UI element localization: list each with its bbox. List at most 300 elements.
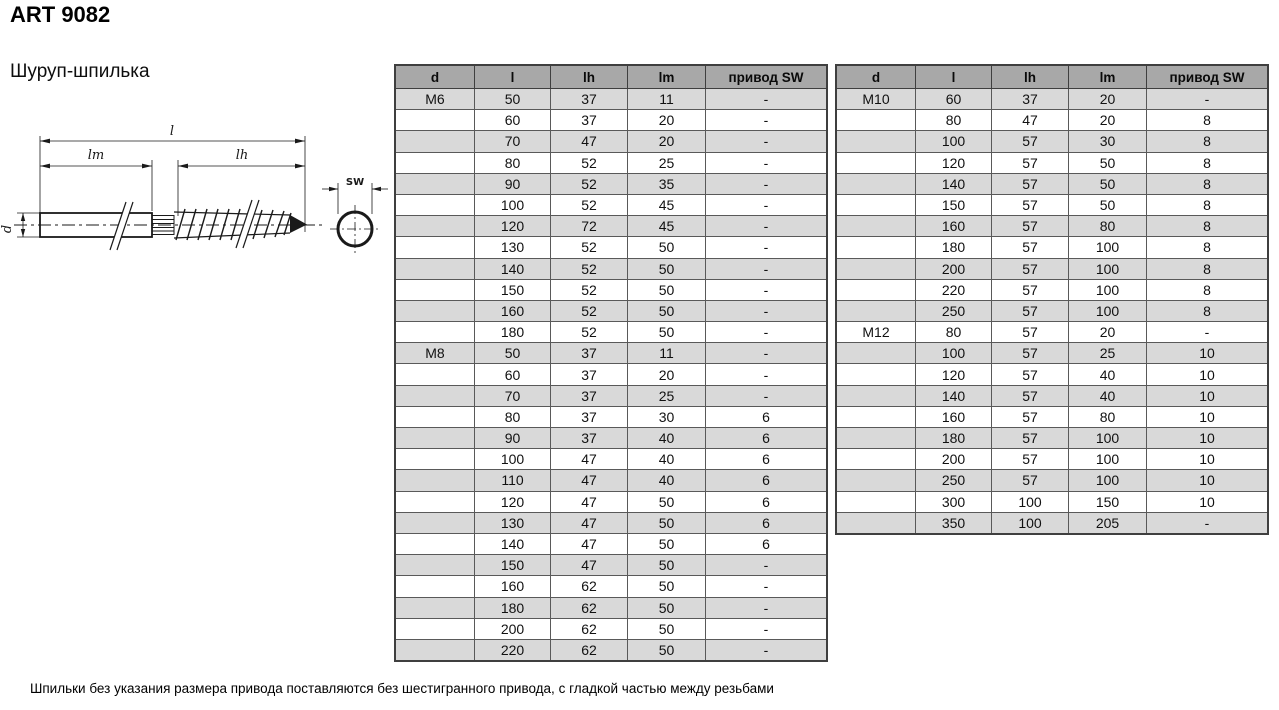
cell: 80 [1069, 406, 1147, 427]
table-row [836, 364, 1268, 385]
cell [836, 194, 916, 215]
cell: - [706, 343, 828, 364]
column-header: l [475, 65, 551, 89]
cell: 8 [1147, 110, 1269, 131]
cell: 40 [1069, 364, 1147, 385]
cell [395, 618, 475, 639]
table-row [836, 89, 1268, 110]
technical-drawing [0, 92, 392, 274]
cell: 37 [551, 343, 628, 364]
cell: - [706, 152, 828, 173]
cell: 57 [992, 470, 1069, 491]
cell: 57 [992, 131, 1069, 152]
cell [395, 406, 475, 427]
cell: 50 [475, 343, 551, 364]
table-row [395, 512, 827, 533]
cell: 40 [628, 449, 706, 470]
cell: 37 [551, 110, 628, 131]
cell: 50 [475, 89, 551, 110]
cell: 35 [628, 173, 706, 194]
table-row [836, 406, 1268, 427]
table-row [395, 258, 827, 279]
cell: 150 [475, 555, 551, 576]
cell: 50 [1069, 152, 1147, 173]
table-row [395, 618, 827, 639]
cell: 57 [992, 173, 1069, 194]
cell: 160 [475, 300, 551, 321]
cell: 37 [551, 364, 628, 385]
cell: - [706, 300, 828, 321]
cell [836, 343, 916, 364]
cell: 62 [551, 597, 628, 618]
cell: 50 [628, 576, 706, 597]
column-header: привод SW [1147, 65, 1269, 89]
cell: 50 [628, 639, 706, 661]
cell: 57 [992, 279, 1069, 300]
cell [395, 385, 475, 406]
cell [836, 258, 916, 279]
cell: 47 [551, 512, 628, 533]
label-diameter: d [0, 224, 15, 234]
cell: 80 [475, 152, 551, 173]
cell: 70 [475, 385, 551, 406]
cell [395, 576, 475, 597]
cell: 11 [628, 343, 706, 364]
cell: 37 [551, 385, 628, 406]
cell: 57 [992, 237, 1069, 258]
cell: 10 [1147, 491, 1269, 512]
cell: 57 [992, 449, 1069, 470]
cell [395, 216, 475, 237]
cell: - [706, 364, 828, 385]
cell: 140 [475, 533, 551, 554]
column-header: d [395, 65, 475, 89]
cell: 50 [628, 300, 706, 321]
cell: 80 [475, 406, 551, 427]
cell: 8 [1147, 173, 1269, 194]
table-row [395, 364, 827, 385]
cell: 10 [1147, 343, 1269, 364]
cell: 6 [706, 533, 828, 554]
cell: 50 [628, 618, 706, 639]
table-row [395, 110, 827, 131]
cell: 47 [992, 110, 1069, 131]
header-row [395, 65, 827, 89]
cell: 200 [916, 258, 992, 279]
table-row [836, 491, 1268, 512]
cell [395, 279, 475, 300]
table-row [836, 194, 1268, 215]
cell: 8 [1147, 131, 1269, 152]
cell: 52 [551, 300, 628, 321]
cell: 100 [475, 449, 551, 470]
cell: 10 [1147, 385, 1269, 406]
cell: 10 [1147, 406, 1269, 427]
table-row [836, 322, 1268, 343]
cell: 62 [551, 639, 628, 661]
cell: 90 [475, 173, 551, 194]
cell: 57 [992, 385, 1069, 406]
cell: 10 [1147, 470, 1269, 491]
cell [836, 512, 916, 534]
cell: 350 [916, 512, 992, 534]
table-row [395, 131, 827, 152]
cell: 140 [916, 385, 992, 406]
cell: 52 [551, 152, 628, 173]
table-row [395, 597, 827, 618]
cell: 52 [551, 279, 628, 300]
table-row [836, 110, 1268, 131]
bolt-drawing [14, 136, 388, 253]
table-row [836, 216, 1268, 237]
cell: 10 [1147, 428, 1269, 449]
cell: 40 [628, 428, 706, 449]
table-row [395, 89, 827, 110]
cell: 37 [551, 89, 628, 110]
cell: 100 [916, 343, 992, 364]
cell: 57 [992, 428, 1069, 449]
cell: 100 [992, 512, 1069, 534]
cell: 180 [916, 428, 992, 449]
cell: 6 [706, 512, 828, 533]
cell [836, 470, 916, 491]
cell: 37 [551, 428, 628, 449]
screw-tip [290, 215, 307, 233]
cell: 200 [916, 449, 992, 470]
table-row [836, 449, 1268, 470]
cell: 30 [1069, 131, 1147, 152]
table-row [836, 300, 1268, 321]
table-row [836, 279, 1268, 300]
cell: 72 [551, 216, 628, 237]
table-row [836, 343, 1268, 364]
table-row [395, 194, 827, 215]
cell [395, 194, 475, 215]
page-title: ART 9082 [10, 2, 111, 27]
cell: 200 [475, 618, 551, 639]
cell: 57 [992, 343, 1069, 364]
cell: 47 [551, 555, 628, 576]
cell [836, 364, 916, 385]
table-row [836, 173, 1268, 194]
cell: - [706, 216, 828, 237]
footnote: Шпильки без указания размера привода поставляются без шестигранного привода, с гладкой частью между резьбами [30, 681, 774, 696]
cell: 20 [628, 131, 706, 152]
cell: 11 [628, 89, 706, 110]
cell: 20 [1069, 89, 1147, 110]
cell: 50 [1069, 194, 1147, 215]
cell: 57 [992, 258, 1069, 279]
cell [836, 491, 916, 512]
cell: 62 [551, 618, 628, 639]
table-row [395, 322, 827, 343]
dim-lh [178, 160, 305, 216]
cell [395, 110, 475, 131]
cell: 160 [916, 216, 992, 237]
cell: - [706, 576, 828, 597]
column-header: привод SW [706, 65, 828, 89]
cell: 57 [992, 300, 1069, 321]
table-row [395, 152, 827, 173]
cell: 140 [475, 258, 551, 279]
column-header: lh [992, 65, 1069, 89]
cell: 50 [628, 512, 706, 533]
cell: 20 [1069, 322, 1147, 343]
cell: 20 [628, 110, 706, 131]
column-header: lm [1069, 65, 1147, 89]
cell: 100 [475, 194, 551, 215]
cell [836, 173, 916, 194]
label-wood-thread-length: lh [235, 148, 249, 163]
cell: 50 [628, 597, 706, 618]
cell [836, 237, 916, 258]
cell: 52 [551, 237, 628, 258]
cell: 47 [551, 470, 628, 491]
cell: 60 [916, 89, 992, 110]
cell [395, 237, 475, 258]
dim-l [40, 136, 305, 232]
table-row [395, 639, 827, 661]
cell: - [706, 89, 828, 110]
table-row [836, 512, 1268, 534]
table-row [836, 385, 1268, 406]
cell: 50 [628, 533, 706, 554]
cell: - [706, 110, 828, 131]
cell: 110 [475, 470, 551, 491]
column-header: lm [628, 65, 706, 89]
table-row [395, 555, 827, 576]
cell: 47 [551, 533, 628, 554]
cell [395, 555, 475, 576]
cell [395, 131, 475, 152]
cell: 140 [916, 173, 992, 194]
cell [395, 491, 475, 512]
cell: - [706, 237, 828, 258]
cell [395, 428, 475, 449]
cell: - [706, 279, 828, 300]
cell: 52 [551, 173, 628, 194]
cell: 62 [551, 576, 628, 597]
cell: 6 [706, 406, 828, 427]
table-row [836, 237, 1268, 258]
cell [836, 216, 916, 237]
dimensions-table-m10-m12 [835, 64, 1269, 535]
cell: - [1147, 322, 1269, 343]
column-header: lh [551, 65, 628, 89]
cell: 8 [1147, 237, 1269, 258]
cell: 205 [1069, 512, 1147, 534]
cell: 120 [475, 216, 551, 237]
table-row [395, 343, 827, 364]
cell: 180 [916, 237, 992, 258]
cell: - [706, 131, 828, 152]
cell: - [706, 555, 828, 576]
cell: 180 [475, 597, 551, 618]
cell: M8 [395, 343, 475, 364]
label-metric-thread-length: lm [87, 148, 105, 163]
cell: 130 [475, 512, 551, 533]
cell: 50 [628, 491, 706, 512]
cell: 100 [1069, 470, 1147, 491]
cell: 160 [475, 576, 551, 597]
table-row [395, 449, 827, 470]
table-row [395, 385, 827, 406]
cell: 150 [1069, 491, 1147, 512]
cell [395, 597, 475, 618]
cell: 52 [551, 194, 628, 215]
cell: 40 [628, 470, 706, 491]
cell [395, 258, 475, 279]
cell: M6 [395, 89, 475, 110]
cell: 220 [475, 639, 551, 661]
cell: 57 [992, 406, 1069, 427]
cell: 8 [1147, 279, 1269, 300]
cell: 57 [992, 194, 1069, 215]
table-row [395, 173, 827, 194]
cell: 100 [916, 131, 992, 152]
cell: 57 [992, 152, 1069, 173]
cell [395, 173, 475, 194]
cell: 47 [551, 449, 628, 470]
cell [836, 110, 916, 131]
cell: 180 [475, 322, 551, 343]
cell: 6 [706, 449, 828, 470]
cell [395, 639, 475, 661]
cell: - [706, 385, 828, 406]
column-header: l [916, 65, 992, 89]
cell [836, 449, 916, 470]
cell: 100 [1069, 258, 1147, 279]
cell: 20 [628, 364, 706, 385]
cell: 90 [475, 428, 551, 449]
cell: 80 [916, 110, 992, 131]
cell: M12 [836, 322, 916, 343]
label-wrench-size: SW [345, 177, 365, 188]
table-row [395, 406, 827, 427]
cell: 8 [1147, 300, 1269, 321]
cell: 8 [1147, 194, 1269, 215]
cell: 100 [1069, 279, 1147, 300]
table-row [395, 491, 827, 512]
cell [836, 406, 916, 427]
table-row [836, 470, 1268, 491]
cell: 120 [475, 491, 551, 512]
cell: 100 [1069, 237, 1147, 258]
table-row [395, 237, 827, 258]
cell: 40 [1069, 385, 1147, 406]
cell: 150 [916, 194, 992, 215]
cell: 250 [916, 300, 992, 321]
table-row [836, 428, 1268, 449]
cell: 6 [706, 491, 828, 512]
cell: 50 [1069, 173, 1147, 194]
cell: 57 [992, 216, 1069, 237]
cell: 8 [1147, 258, 1269, 279]
table-row [395, 279, 827, 300]
dimensions-table-m6-m8 [394, 64, 828, 662]
cell: - [706, 194, 828, 215]
cell [395, 322, 475, 343]
cell: 100 [1069, 300, 1147, 321]
cell: 52 [551, 322, 628, 343]
cell: 150 [475, 279, 551, 300]
cell: 25 [1069, 343, 1147, 364]
table-row [836, 152, 1268, 173]
cell [395, 300, 475, 321]
cell: 220 [916, 279, 992, 300]
cell [836, 131, 916, 152]
table-row [395, 576, 827, 597]
cell: - [1147, 512, 1269, 534]
column-header: d [836, 65, 916, 89]
table-row [395, 300, 827, 321]
cell: 37 [551, 406, 628, 427]
cell [395, 449, 475, 470]
cell: 47 [551, 131, 628, 152]
cell: 50 [628, 237, 706, 258]
cell: 300 [916, 491, 992, 512]
cell: 100 [992, 491, 1069, 512]
cell: 130 [475, 237, 551, 258]
cell: 52 [551, 258, 628, 279]
product-name: Шуруп-шпилька [10, 61, 150, 82]
cell: 8 [1147, 152, 1269, 173]
cell: 250 [916, 470, 992, 491]
cell: - [706, 618, 828, 639]
cell [395, 470, 475, 491]
table-row [836, 131, 1268, 152]
cell [395, 533, 475, 554]
cell [395, 364, 475, 385]
cell: 25 [628, 152, 706, 173]
cell: - [706, 258, 828, 279]
cell: 20 [1069, 110, 1147, 131]
cell: 50 [628, 279, 706, 300]
cell: 25 [628, 385, 706, 406]
table-row [395, 470, 827, 491]
cell: 160 [916, 406, 992, 427]
cell: 10 [1147, 364, 1269, 385]
cell [836, 300, 916, 321]
label-total-length: l [169, 124, 175, 139]
cell: 60 [475, 364, 551, 385]
cell [395, 512, 475, 533]
cell: M10 [836, 89, 916, 110]
cell: 45 [628, 216, 706, 237]
cell: 6 [706, 428, 828, 449]
cell [836, 279, 916, 300]
header-row [836, 65, 1268, 89]
dim-lm [40, 160, 152, 211]
table-row [395, 216, 827, 237]
cell: 10 [1147, 449, 1269, 470]
cell: 57 [992, 322, 1069, 343]
table-row [395, 533, 827, 554]
cell [836, 428, 916, 449]
cell: 57 [992, 364, 1069, 385]
cell: - [706, 322, 828, 343]
cell: 70 [475, 131, 551, 152]
cell: - [706, 173, 828, 194]
cell: 50 [628, 258, 706, 279]
cell: 120 [916, 152, 992, 173]
cell: 8 [1147, 216, 1269, 237]
cell: 50 [628, 322, 706, 343]
cell: 37 [992, 89, 1069, 110]
cell: 80 [1069, 216, 1147, 237]
cell [836, 385, 916, 406]
cell: 47 [551, 491, 628, 512]
